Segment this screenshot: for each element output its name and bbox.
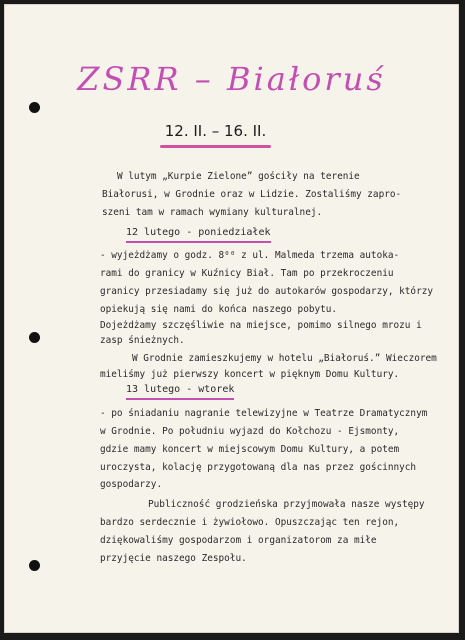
binder-hole	[29, 332, 40, 343]
day2-line: gospodarzy.	[100, 479, 163, 490]
intro-line: W lutym „Kurpie Zielone” gościły na terenie	[117, 171, 360, 182]
date-highlight	[160, 145, 271, 148]
day2-line: przyjęcie naszego Zespołu.	[100, 553, 247, 564]
day1-line: W Grodnie zamieszkujemy w hotelu „Białoruś.” Wieczorem	[132, 353, 437, 364]
day2-line: - po śniadaniu nagranie telewizyjne w Teatrze Dramatycznym	[100, 408, 428, 419]
day2-line: Publiczność grodzieńska przyjmowała nasze występy	[148, 499, 425, 510]
day1-line: rami do granicy w Kuźnicy Biał. Tam po przekroczeniu	[100, 268, 394, 279]
day2-line: gdzie mamy koncert w miejscowym Domu Kultury, a potem	[100, 444, 400, 455]
page-title: ZSRR – Białoruś	[77, 60, 386, 98]
day2-line: dziękowaliśmy gospodarzom i organizatorom za miłe	[100, 535, 377, 546]
intro-line: Białorusi, w Grodnie oraz w Lidzie. Zostaliśmy zapro-	[102, 189, 402, 200]
day1-line: mieliśmy już pierwszy koncert w pięknym Domu Kultury.	[100, 369, 400, 380]
day2-heading: 13 lutego - wtorek	[126, 384, 234, 400]
day1-heading: 12 lutego - poniedziałek	[126, 227, 271, 243]
day1-line: zasp śnieżnych.	[100, 335, 185, 346]
day1-line: granicy przesiadamy się już do autokarów gospodarzy, którzy	[100, 286, 434, 297]
document-page	[4, 4, 459, 633]
day1-line: Dojeżdżamy szczęśliwie na miejsce, pomimo silnego mrozu i	[100, 320, 422, 331]
day1-line: opiekują się nami do końca naszego pobytu.	[100, 304, 338, 315]
date-range-text: 12. II. – 16. II.	[164, 122, 267, 140]
intro-line: szeni tam w ramach wymiany kulturalnej.	[102, 207, 323, 218]
binder-hole	[29, 102, 40, 113]
day2-line: uroczysta, kolację przygotowaną dla nas przez gościnnych	[100, 462, 417, 473]
day2-line: w Grodnie. Po południu wyjazd do Kołchozu - Ejsmonty,	[100, 426, 400, 437]
day1-line: - wyjeżdżamy o godz. 8⁰⁰ z ul. Malmeda trzema autoka-	[100, 250, 400, 261]
binder-hole	[29, 560, 40, 571]
day2-line: bardzo serdecznie i żywiołowo. Opuszczając ten rejon,	[100, 517, 400, 528]
date-range	[160, 120, 271, 142]
